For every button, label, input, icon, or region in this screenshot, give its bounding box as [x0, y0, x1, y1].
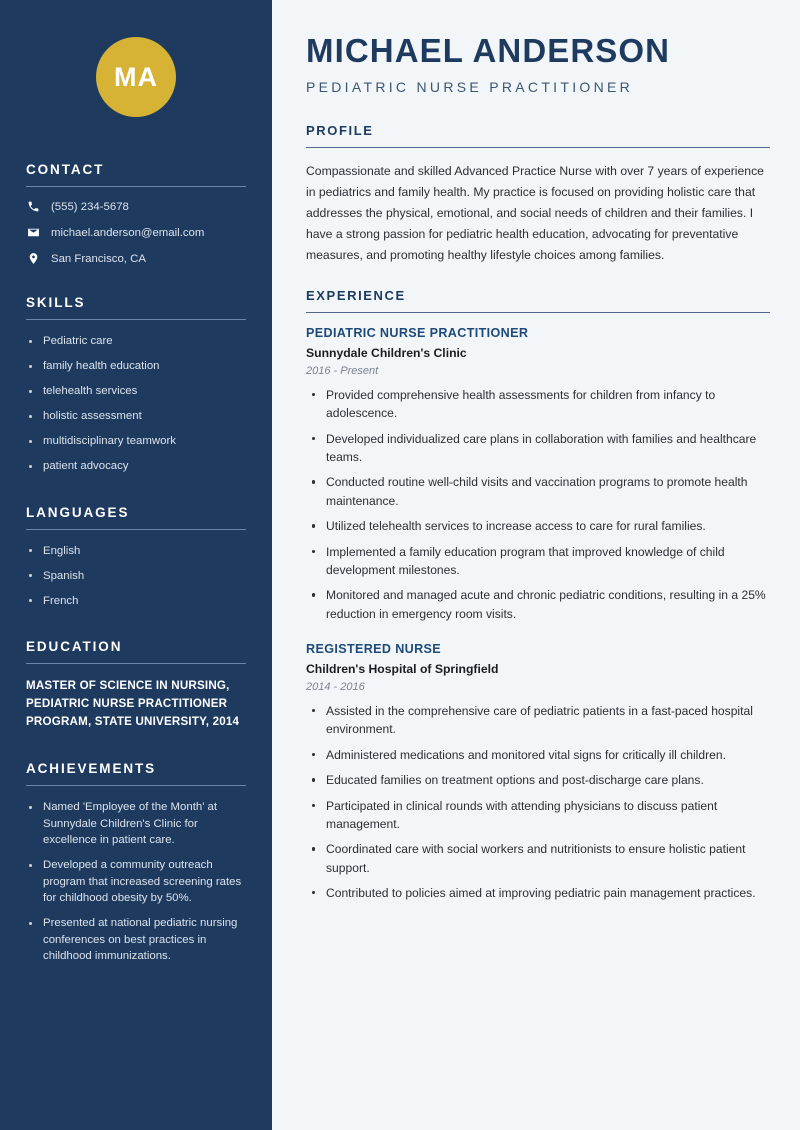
education-divider: [26, 663, 246, 664]
profile-heading: PROFILE: [306, 122, 374, 138]
experience-company: Children's Hospital of Springfield: [306, 662, 499, 676]
achievements-list: [26, 799, 246, 965]
skills-heading: SKILLS: [26, 295, 86, 310]
list-item: Developed individualized care plans in collaboration with families and healthcare teams.: [306, 430, 770, 467]
list-item: English: [26, 543, 246, 560]
list-item: holistic assessment: [26, 408, 246, 425]
languages-section: [26, 505, 246, 610]
list-item: family health education: [26, 358, 246, 375]
list-item: Developed a community outreach program that increased screening rates for childhood obesity by 50%.: [26, 857, 246, 907]
list-item: Participated in clinical rounds with attending physicians to discuss patient management.: [306, 797, 770, 834]
list-item: multidisciplinary teamwork: [26, 433, 246, 450]
phone-value: (555) 234-5678: [51, 200, 129, 213]
list-item: Spanish: [26, 568, 246, 585]
list-item: Administered medications and monitored vital signs for critically ill children.: [306, 746, 770, 764]
education-heading: EDUCATION: [26, 639, 123, 655]
experience-entry: [306, 326, 770, 623]
languages-divider: [26, 529, 246, 530]
list-item: Presented at national pediatric nursing conferences on best practices in childhood immunizations.: [26, 915, 246, 965]
profile-section: [306, 123, 770, 266]
skills-section: [26, 295, 246, 475]
list-item: telehealth services: [26, 383, 246, 400]
experience-section: [306, 288, 770, 903]
contact-heading: CONTACT: [26, 162, 105, 177]
list-item: Utilized telehealth services to increase access to care for rural families.: [306, 517, 770, 535]
education-section: [26, 639, 246, 731]
list-item: Assisted in the comprehensive care of pediatric patients in a fast-paced hospital environment.: [306, 702, 770, 739]
contact-item-location[interactable]: [26, 252, 246, 265]
experience-heading: EXPERIENCE: [306, 287, 406, 303]
skills-divider: [26, 319, 246, 320]
contact-item-email[interactable]: [26, 226, 246, 239]
languages-list: [26, 543, 246, 610]
avatar: MA: [96, 37, 176, 117]
achievements-divider: [26, 785, 246, 786]
main-content: [278, 0, 800, 1130]
list-item: Conducted routine well-child visits and vaccination programs to promote health maintenance.: [306, 473, 770, 510]
location-value: San Francisco, CA: [51, 252, 146, 265]
list-item: Educated families on treatment options and post-discharge care plans.: [306, 771, 770, 789]
list-item: Pediatric care: [26, 333, 246, 350]
job-subtitle: PEDIATRIC NURSE PRACTITIONER: [306, 78, 634, 95]
map-pin-icon: [26, 252, 40, 265]
experience-dates: 2016 - Present: [306, 364, 379, 377]
skills-list: [26, 333, 246, 475]
experience-bullet-list: [306, 386, 770, 623]
profile-text: Compassionate and skilled Advanced Practice Nurse with over 7 years of experience in pediatrics and family health. My practice is focused on providing holistic care that addresses the physical, emotional, and social needs of children and their families. I have a strong passion for pediatric health education, advocating for preventative measures, and promoting healthy lifestyle choices among families.: [306, 163, 764, 262]
envelope-icon: [26, 226, 40, 239]
education-entry: MASTER OF SCIENCE IN NURSING, PEDIATRIC NURSE PRACTITIONER PROGRAM, STATE UNIVERSITY, 2014: [26, 679, 240, 729]
list-item: Named 'Employee of the Month' at Sunnydale Children's Clinic for excellence in patient care.: [26, 799, 246, 849]
languages-heading: LANGUAGES: [26, 504, 130, 520]
list-item: Implemented a family education program that improved knowledge of child development milestones.: [306, 543, 770, 580]
experience-job-title: REGISTERED NURSE: [306, 642, 442, 656]
experience-bullet-list: [306, 702, 770, 902]
experience-job-title: PEDIATRIC NURSE PRACTITIONER: [306, 325, 529, 340]
list-item: French: [26, 593, 246, 610]
achievements-heading: ACHIEVEMENTS: [26, 761, 157, 777]
list-item: patient advocacy: [26, 458, 246, 475]
contact-divider: [26, 186, 246, 187]
list-item: Coordinated care with social workers and nutritionists to ensure holistic patient support.: [306, 840, 770, 877]
list-item: Monitored and managed acute and chronic pediatric conditions, resulting in a 25% reduction in emergency room visits.: [306, 586, 770, 623]
contact-section: [26, 162, 246, 265]
achievements-section: [26, 761, 246, 965]
sidebar: [0, 0, 278, 1130]
email-value: michael.anderson@email.com: [51, 226, 205, 239]
list-item: Provided comprehensive health assessments for children from infancy to adolescence.: [306, 386, 770, 423]
list-item: Contributed to policies aimed at improving pediatric pain management practices.: [306, 884, 770, 902]
avatar-container: [26, 0, 246, 162]
experience-entry: [306, 642, 770, 902]
phone-icon: [26, 200, 40, 213]
profile-divider: [306, 147, 770, 148]
experience-company: Sunnydale Children's Clinic: [306, 345, 467, 360]
page-title: MICHAEL ANDERSON: [306, 32, 671, 69]
experience-dates: 2014 - 2016: [306, 681, 365, 693]
contact-item-phone[interactable]: [26, 200, 246, 213]
experience-divider: [306, 312, 770, 313]
